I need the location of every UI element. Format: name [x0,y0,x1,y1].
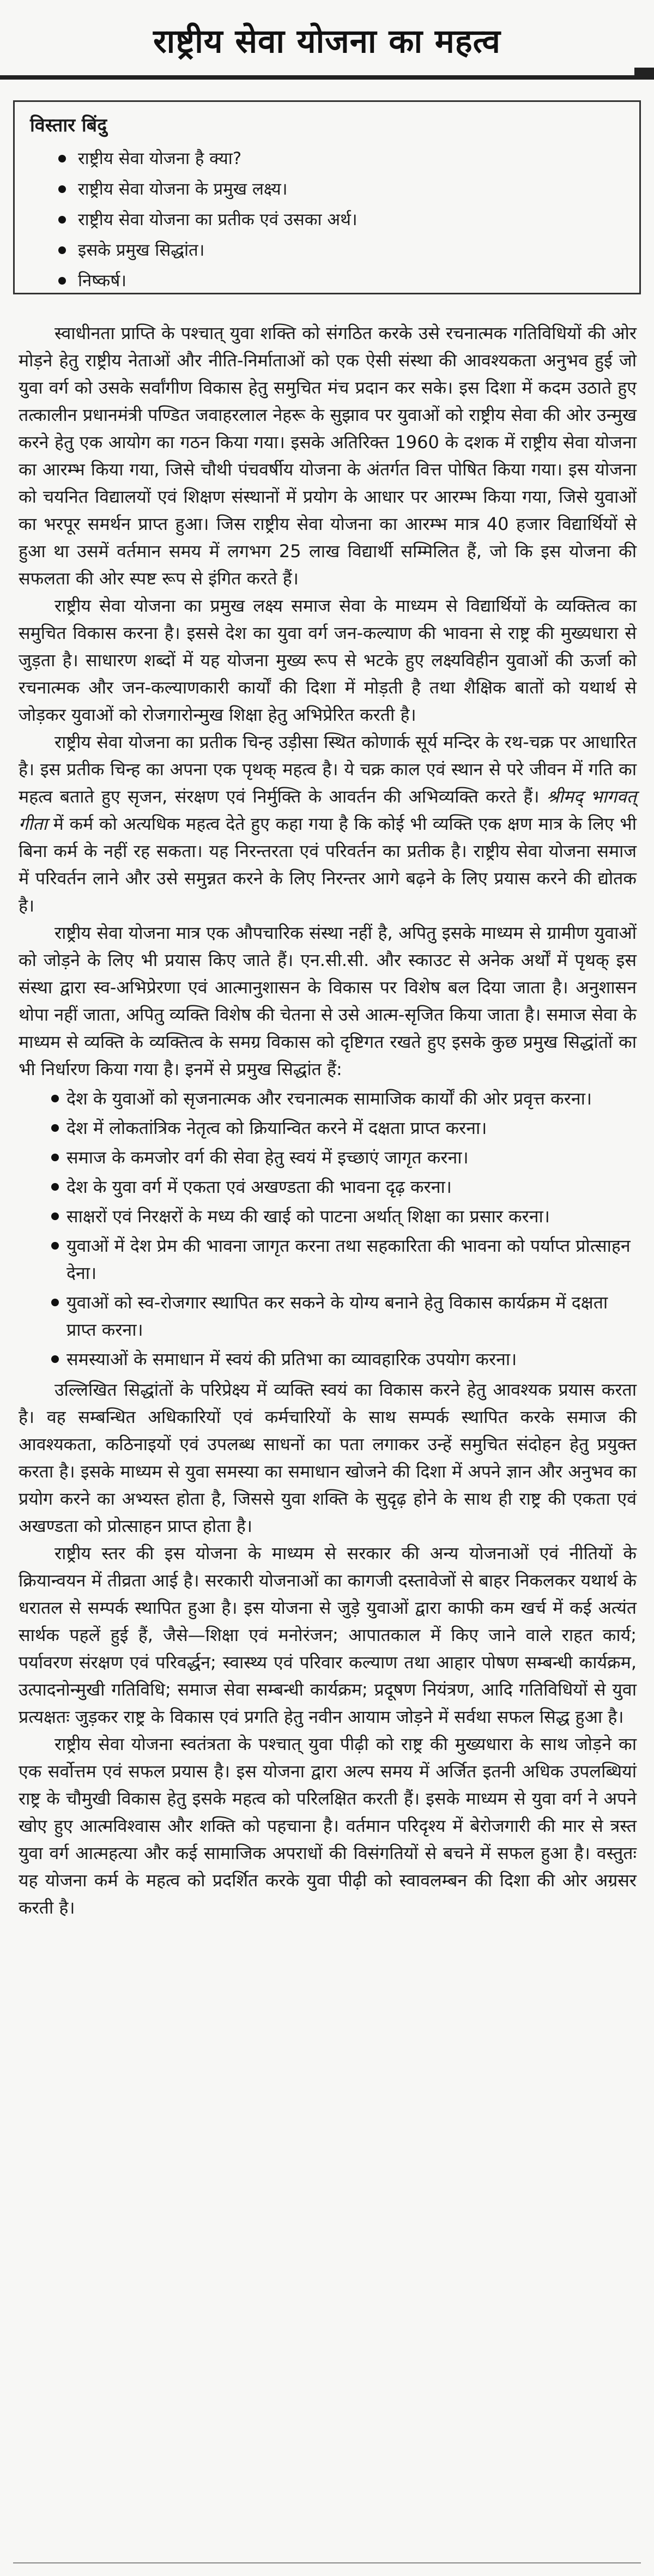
bullet-icon [51,1212,59,1220]
outline-item [58,174,624,204]
essay-body [19,319,637,1921]
principle-text: समाज के कमजोर वर्ग की सेवा हेतु स्वयं में इच्छाएं जागृत करना। [66,1147,469,1168]
paragraph-intro: स्वाधीनता प्राप्ति के पश्चात् युवा शक्ति को संगठित करके उसे रचनात्मक गतिविधियों की ओर मोड़ने हेतु राष्ट्रीय नेताओं और नीति-निर्माताओं को एक ऐसी संस्था की आवश्यकता अनुभव हुई जो युवा वर्ग को उसके सर्वांगीण विकास हेतु समुचित मंच प्रदान कर सके। इस दिशा में कदम उठाते हुए तत्कालीन प्रधानमंत्री पण्डित जवाहरलाल नेहरू के सुझाव पर युवाओं को राष्ट्रीय सेवा की ओर उन्मुख करने हेतु एक आयोग का गठन किया गया। इसके अतिरिक्त 1960 के दशक में राष्ट्रीय सेवा योजना का आरम्भ किया गया, जिसे चौथी पंचवर्षीय योजना के अंतर्गत वित्त पोषित किया गया। इस योजना को चयनित विद्यालयों एवं शिक्षण संस्थानों में प्रयोग के आधार पर आरम्भ किया गया, जिसे युवाओं का भरपूर समर्थन प्राप्त हुआ। जिस राष्ट्रीय सेवा योजना का आरम्भ मात्र 40 हजार विद्यार्थियों से हुआ था उसमें वर्तमान समय में लगभग 25 लाख विद्यार्थी सम्मिलित हैं, जो कि इस योजना की सफलता की ओर स्पष्ट रूप से इंगित करते हैं। [19,323,637,589]
outline-heading: विस्तार बिंदु [30,114,107,136]
outline-item [58,266,624,296]
outline-box [13,100,641,294]
outline-item-text: राष्ट्रीय सेवा योजना के प्रमुख लक्ष्य। [78,179,288,199]
paragraph-development: उल्लिखित सिद्धांतों के परिप्रेक्ष्य में व्यक्ति स्वयं का विकास करने हेतु आवश्यक प्रयास करता है। वह सम्बन्धित अधिकारियों एवं कर्मचारियों के साथ सम्पर्क स्थापित करके समाज की आवश्यकता, कठिनाइयों एवं उपलब्ध साधनों का पता लगाकर उन्हें समुचित संदोहन हेतु प्रयुक्त करता है। इसके माध्यम से युवा समस्या का समाधान खोजने की दिशा में अपने ज्ञान और अनुभव का प्रयोग करने का अभ्यस्त होता है, जिससे युवा शक्ति के सुदृढ़ होने के साथ ही राष्ट्र की एकता एवं अखण्डता को प्रोत्साहन प्राप्त होता है। [19,1379,637,1536]
paragraph-symbol-part1: राष्ट्रीय सेवा योजना का प्रतीक चिन्ह उड़ीसा स्थित कोणार्क सूर्य मन्दिर के रथ-चक्र पर आधारित है। इस प्रतीक चिन्ह का अपना एक पृथक् महत्व है। ये चक्र काल एवं स्थान से परे जीवन में गति का महत्व बताते हुए सृजन, संरक्षण एवं निर्मुक्ति के आवर्तन की अभिव्यक्ति करते हैं। [19,732,637,807]
paragraph-conclusion: राष्ट्रीय सेवा योजना स्वतंत्रता के पश्चात् युवा पीढ़ी को राष्ट्र की मुख्यधारा के साथ जोड़ने का एक सर्वोत्तम एवं सफल प्रयास है। इस योजना द्वारा अल्प समय में अर्जित इतनी अधिक उपलब्धियां राष्ट्र के चौमुखी विकास हेतु इसके महत्व को परिलक्षित करती हैं। इसके माध्यम से युवा वर्ग ने अपने खोए हुए आत्मविश्वास और शक्ति को पहचाना है। वर्तमान परिदृश्य में बेरोजगारी की मार से त्रस्त युवा वर्ग आत्महत्या और कई सामाजिक अपराधों की विसंगतियों से बचने में सफल हुआ है। वस्तुतः यह योजना कर्म के महत्व को प्रदर्शित करके युवा पीढ़ी को स्वावलम्बन की दिशा की ओर अग्रसर करती है। [19,1734,637,1918]
outline-item-text: इसके प्रमुख सिद्धांत। [78,240,205,260]
bullet-icon [58,246,66,254]
principle-text: युवाओं में देश प्रेम की भावना जागृत करना तथा सहकारिता की भावना को पर्याप्त प्रोत्साहन देना। [66,1235,631,1283]
principles-list [19,1085,637,1373]
title-bar [20,10,634,70]
paragraph-principles-intro: राष्ट्रीय सेवा योजना मात्र एक औपचारिक संस्था नहीं है, अपितु इसके माध्यम से ग्रामीण युवाओं को जोड़ने के लिए भी प्रयास किए जाते हैं। एन.सी.सी. और स्काउट से अनेक अर्थों में पृथक् इस संस्था द्वारा स्व-अभिप्रेरणा एवं आत्मानुशासन के विकास पर विशेष बल दिया जाता है। अनुशासन थोपा नहीं जाता, अपितु व्यक्ति विशेष की चेतना से उसे आत्म-सृजित किया जाता है। समाज सेवा के माध्यम से व्यक्ति के व्यक्तित्व के समग्र विकास को दृष्टिगत रखते हुए इसके कुछ प्रमुख सिद्धांतों का भी निर्धारण किया गया है। इनमें से प्रमुख सिद्धांत हैं: [19,922,637,1079]
principle-text: देश के युवा वर्ग में एकता एवं अखण्डता की भावना दृढ़ करना। [66,1177,452,1197]
principle-text: देश में लोकतांत्रिक नेतृत्व को क्रियान्वित करने में दक्षता प्राप्त करना। [66,1118,487,1138]
paragraph-symbol [19,728,637,919]
bullet-icon [51,1154,59,1161]
paragraph-initiatives: राष्ट्रीय स्तर की इस योजना के माध्यम से सरकार की अन्य योजनाओं एवं नीतियों के क्रियान्वयन में तीव्रता आई है। सरकारी योजनाओं का कागजी दस्तावेजों से बाहर निकलकर यथार्थ के धरातल से सम्पर्क स्थापित हुआ है। इस योजना से जुड़े युवाओं द्वारा काफी कम खर्च में कई अत्यंत सार्थक पहलें हुई हैं, जैसे—शिक्षा एवं मनोरंजन; आपातकाल में किए जाने वाले राहत कार्य; पर्यावरण संरक्षण एवं परिवर्द्धन; स्वास्थ्य एवं परिवार कल्याण तथा आहार पोषण सम्बन्धी कार्यक्रम, उत्पादनोन्मुखी गतिविधि; समाज सेवा सम्बन्धी कार्यक्रम; प्रदूषण नियंत्रण, आदि गतिविधियों से युवा प्रत्यक्षतः जुड़कर राष्ट्र के विकास एवं प्रगति हेतु नवीन आयाम जोड़ने में सर्वथा सफल सिद्ध हुआ है। [19,1543,637,1727]
principle-text: समस्याओं के समाधान में स्वयं की प्रतिभा का व्यावहारिक उपयोग करना। [66,1349,517,1370]
bullet-icon [58,155,66,162]
principle-text: साक्षरों एवं निरक्षरों के मध्य की खाई को पाटना अर्थात् शिक्षा का प्रसार करना। [66,1206,550,1227]
title-underline [0,75,634,80]
outline-item [58,204,624,235]
bullet-icon [58,185,66,193]
principle-item [51,1203,637,1230]
paragraph-objective: राष्ट्रीय सेवा योजना का प्रमुख लक्ष्य समाज सेवा के माध्यम से विद्यार्थियों के व्यक्तित्व का समुचित विकास करना है। इससे देश का युवा वर्ग जन-कल्याण की भावना से राष्ट्र की मुख्यधारा से जुड़ता है। साधारण शब्दों में यह योजना मुख्य रूप से भटके हुए लक्ष्यविहीन युवाओं की ऊर्जा को रचनात्मक और जन-कल्याणकारी कार्यों की दिशा में मोड़ती है तथा शैक्षिक बातों को यथार्थ से जोड़कर युवाओं को रोजगारोन्मुख शिक्षा हेतु अभिप्रेरित करती है। [19,595,637,725]
principle-item [51,1346,637,1373]
principle-item [51,1144,637,1171]
principle-item [51,1114,637,1142]
bullet-icon [51,1355,59,1363]
outline-item-text: निष्कर्ष। [78,271,127,291]
outline-item [58,235,624,266]
principle-item [51,1173,637,1200]
bullet-icon [51,1183,59,1191]
bullet-icon [58,277,66,285]
outline-list [30,143,624,296]
page-title: राष्ट्रीय सेवा योजना का महत्व [153,22,501,61]
bullet-icon [51,1299,59,1306]
outline-item-text: राष्ट्रीय सेवा योजना का प्रतीक एवं उसका अर्थ। [78,210,358,230]
bullet-icon [58,216,66,224]
principle-text: युवाओं को स्व-रोजगार स्थापित कर सकने के योग्य बनाने हेतु विकास कार्यक्रम में दक्षता प्राप्त करना। [66,1292,608,1340]
paragraph-symbol-part2: में कर्म को अत्यधिक महत्व देते हुए कहा गया है कि कोई भी व्यक्ति एक क्षण मात्र के लिए भी बिना कर्म के नहीं रह सकता। यह निरन्तरता एवं परिवर्तन का प्रतीक है। राष्ट्रीय सेवा योजना समाज में परिवर्तन लाने और उसे समुन्नत करने के लिए निरन्तर आगे बढ़ने के लिए प्रयास करने की द्योतक है। [19,813,637,916]
principle-item [51,1085,637,1112]
bullet-icon [51,1242,59,1250]
gita-reference: श्रीमद् भागवत् गीता [19,786,637,834]
bullet-icon [51,1095,59,1102]
outline-item [58,143,624,174]
title-underline-cap [634,68,654,80]
bullet-icon [51,1124,59,1132]
principle-item [51,1289,637,1343]
principle-item [51,1232,637,1287]
bottom-divider [13,2562,641,2563]
principle-text: देश के युवाओं को सृजनात्मक और रचनात्मक सामाजिक कार्यों की ओर प्रवृत्त करना। [66,1088,592,1109]
outline-item-text: राष्ट्रीय सेवा योजना है क्या? [78,149,242,168]
